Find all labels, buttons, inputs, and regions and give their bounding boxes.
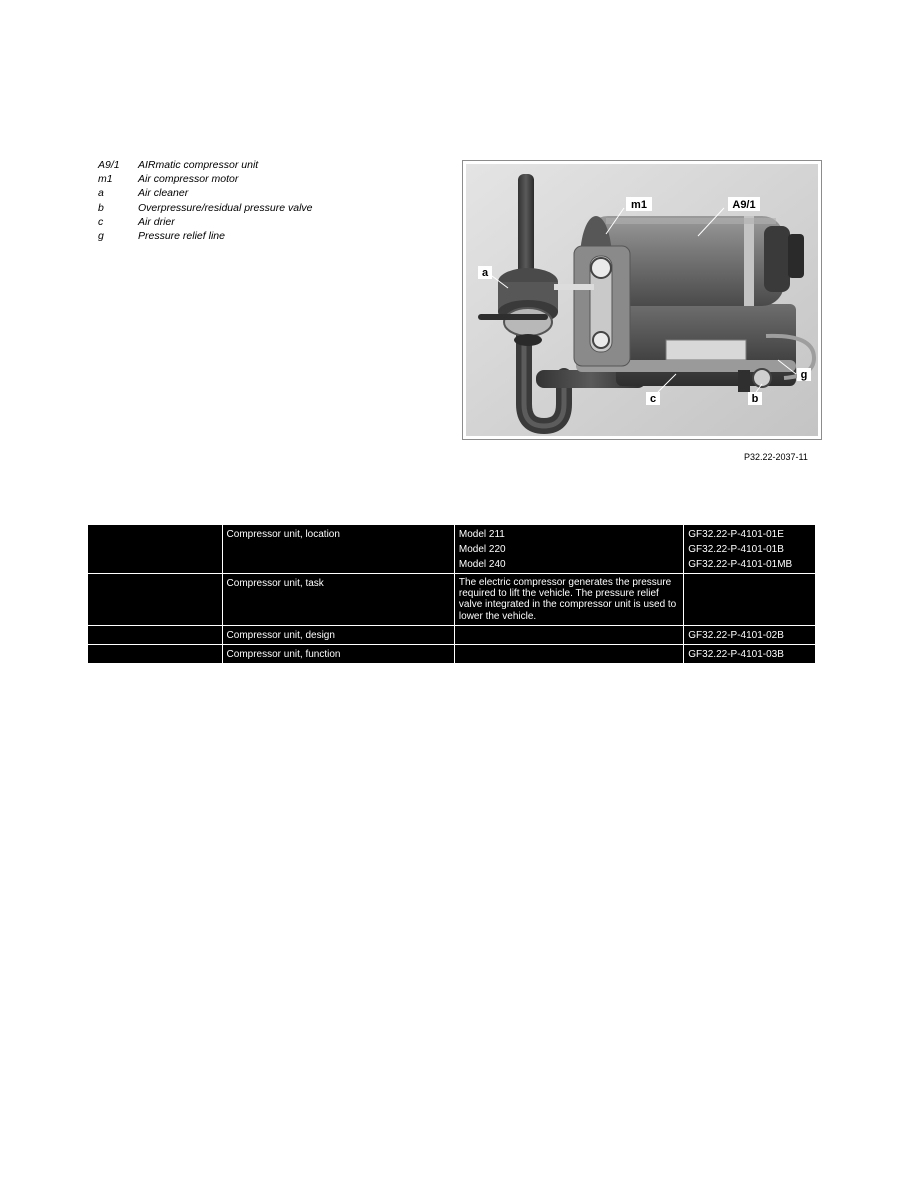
table-cell-topic xyxy=(222,626,454,645)
compressor-unit-figure xyxy=(462,160,822,440)
table-cell xyxy=(88,525,223,574)
document-ref xyxy=(688,576,812,591)
callout-b: b xyxy=(751,393,759,405)
legend-description: Air compressor motor xyxy=(138,173,239,186)
legend-description: Air cleaner xyxy=(138,187,189,200)
legend-item xyxy=(98,172,313,186)
table-cell-details xyxy=(454,645,683,664)
table-cell-refs xyxy=(684,626,816,645)
table-cell-refs xyxy=(684,645,816,664)
legend-code: A9/1 xyxy=(98,159,120,171)
table-cell xyxy=(88,645,223,664)
table-row xyxy=(88,645,816,664)
table-cell-details xyxy=(454,525,683,574)
document-ref: GF32.22-P-4101-03B xyxy=(688,649,784,660)
table-row xyxy=(88,574,816,626)
callout-a: a xyxy=(481,267,489,279)
task-description: The electric compressor generates the pressure required to lift the vehicle. The pressure relief valve integrated in the compressor unit is used to lower the vehicle. xyxy=(458,577,677,622)
reference-table xyxy=(87,524,816,664)
document-ref: GF32.22-P-4101-01MB xyxy=(688,559,793,570)
topic-text: Compressor unit, function xyxy=(226,649,341,660)
legend-item xyxy=(98,158,313,172)
legend-code: c xyxy=(98,215,104,228)
table-cell-topic xyxy=(222,574,454,626)
figure-id: P32.22-2037-11 xyxy=(744,452,808,462)
table-cell-topic xyxy=(222,645,454,664)
model-text: Model 211 xyxy=(458,529,505,540)
table-cell-details xyxy=(454,574,683,626)
table-row xyxy=(88,525,816,574)
legend-code: g xyxy=(98,230,104,243)
legend-item xyxy=(98,215,313,229)
document-ref: GF32.22-P-4101-01E xyxy=(688,529,784,540)
topic-text: Compressor unit, location xyxy=(226,529,340,540)
document-ref: GF32.22-P-4101-01B xyxy=(688,544,784,555)
model-text: Model 220 xyxy=(458,544,506,555)
table-cell-topic xyxy=(222,525,454,574)
table-row xyxy=(88,626,816,645)
legend-description: Air drier xyxy=(138,215,175,228)
topic-text: Compressor unit, task xyxy=(226,578,324,589)
table-cell-details xyxy=(454,626,683,645)
legend-description: AIRmatic compressor unit xyxy=(138,159,259,171)
callout-m1: m1 xyxy=(631,199,647,211)
legend-item xyxy=(98,186,313,200)
legend-description: Pressure relief line xyxy=(138,230,225,243)
compressor-unit-photo xyxy=(466,164,818,436)
model-text: Model 240 xyxy=(458,559,506,570)
legend-code: b xyxy=(98,201,104,214)
table-cell xyxy=(88,574,223,626)
callout-g: g xyxy=(800,369,808,381)
legend-list xyxy=(98,158,313,243)
legend-code: a xyxy=(98,187,104,200)
table-cell xyxy=(88,626,223,645)
table-cell-refs xyxy=(684,525,816,574)
legend-code: m1 xyxy=(98,173,113,186)
legend-item xyxy=(98,201,313,215)
callout-a9-1: A9/1 xyxy=(732,199,756,211)
legend-description: Overpressure/residual pressure valve xyxy=(138,201,313,214)
legend-item xyxy=(98,229,313,243)
topic-text: Compressor unit, design xyxy=(226,630,335,641)
callout-c: c xyxy=(649,393,657,405)
document-ref: GF32.22-P-4101-02B xyxy=(688,630,784,641)
table-cell-refs xyxy=(684,574,816,626)
